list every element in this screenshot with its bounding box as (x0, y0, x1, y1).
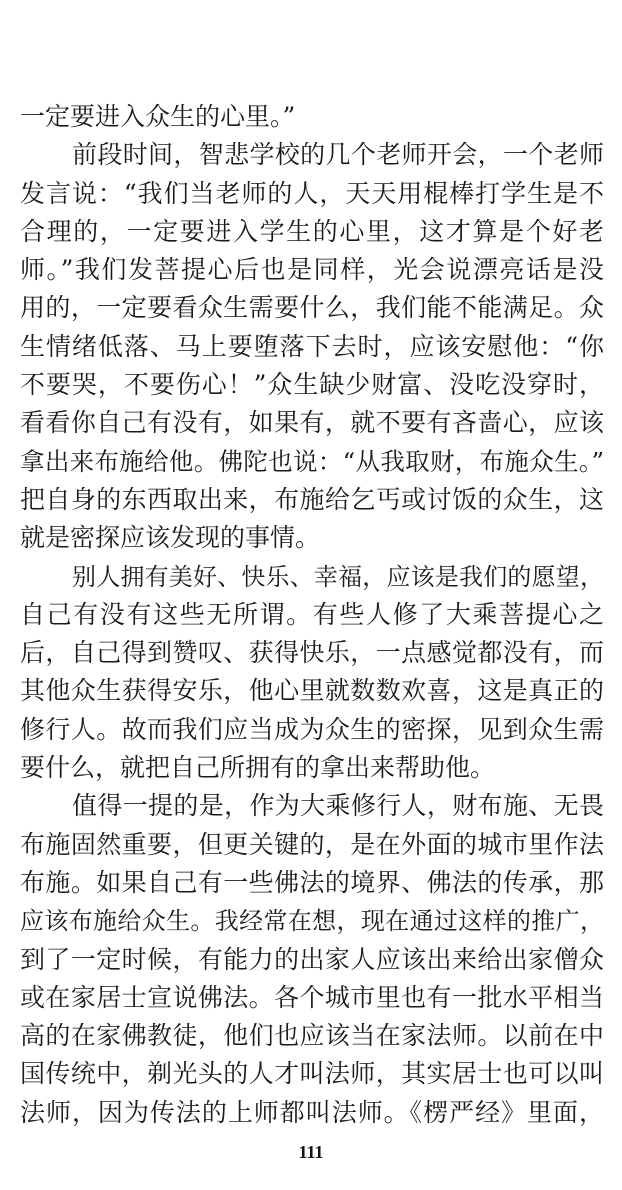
body-text (20, 98, 604, 1132)
text-line: 修行人。故而我们应当成为众生的密探，见到众生需 (20, 714, 604, 744)
text-line: 要什么，就把自己所拥有的拿出来帮助他。 (20, 753, 496, 783)
page-number: 111 (298, 1142, 324, 1162)
text-line: 应该布施给众生。我经常在想，现在通过这样的推广， (20, 907, 604, 936)
text-line: 合理的，一定要进入学生的心里，这才算是个好老 (20, 216, 604, 246)
text-line: 生情绪低落、马上要堕落下去时，应该安慰他：“你 (20, 331, 604, 361)
text-line: 后，自己得到赞叹、获得快乐，一点感觉都没有，而 (20, 638, 604, 668)
text-line: 布施固然重要，但更关键的，是在外面的城市里作法 (20, 829, 604, 859)
text-line: 别人拥有美好、快乐、幸福，应该是我们的愿望， (72, 562, 604, 591)
text-line: 自己有没有这些无所谓。有些人修了大乘菩提心之 (20, 599, 604, 629)
text-line: 其他众生获得安乐，他心里就数数欢喜，这是真正的 (20, 676, 604, 706)
text-line: 或在家居士宣说佛法。各个城市里也有一批水平相当 (20, 982, 604, 1012)
text-line: 前段时间，智悲学校的几个老师开会，一个老师 (72, 140, 604, 170)
text-line: 拿出来布施给他。佛陀也说：“从我取财，布施众生。” (20, 446, 604, 476)
text-line: 用的，一定要看众生需要什么，我们能不能满足。众 (20, 293, 604, 323)
text-line: 就是密探应该发现的事情。 (20, 523, 321, 553)
text-line: 国传统中，剃光头的人才叫法师，其实居士也可以叫 (20, 1059, 604, 1089)
text-line: 布施。如果自己有一些佛法的境界、佛法的传承，那 (20, 867, 604, 897)
text-line: 发言说：“我们当老师的人，天天用棍棒打学生是不 (20, 178, 604, 208)
text-line: 高的在家佛教徒，他们也应该当在家法师。以前在中 (20, 1021, 604, 1051)
text-line: 看看你自己有没有，如果有，就不要有吝啬心，应该 (20, 408, 604, 438)
text-line: 一定要进入众生的心里。” (20, 102, 296, 131)
text-line: 到了一定时候，有能力的出家人应该出来给出家僧众 (20, 944, 604, 974)
text-line: 不要哭，不要伤心！”众生缺少财富、没吃没穿时， (20, 370, 604, 400)
text-line: 师。”我们发菩提心后也是同样，光会说漂亮话是没 (20, 255, 604, 285)
text-line: 法师，因为传法的上师都叫法师。《楞严经》里面， (20, 1097, 604, 1127)
text-line: 值得一提的是，作为大乘修行人，财布施、无畏 (72, 791, 604, 821)
text-line: 把自身的东西取出来，布施给乞丐或讨饭的众生，这 (20, 484, 604, 514)
